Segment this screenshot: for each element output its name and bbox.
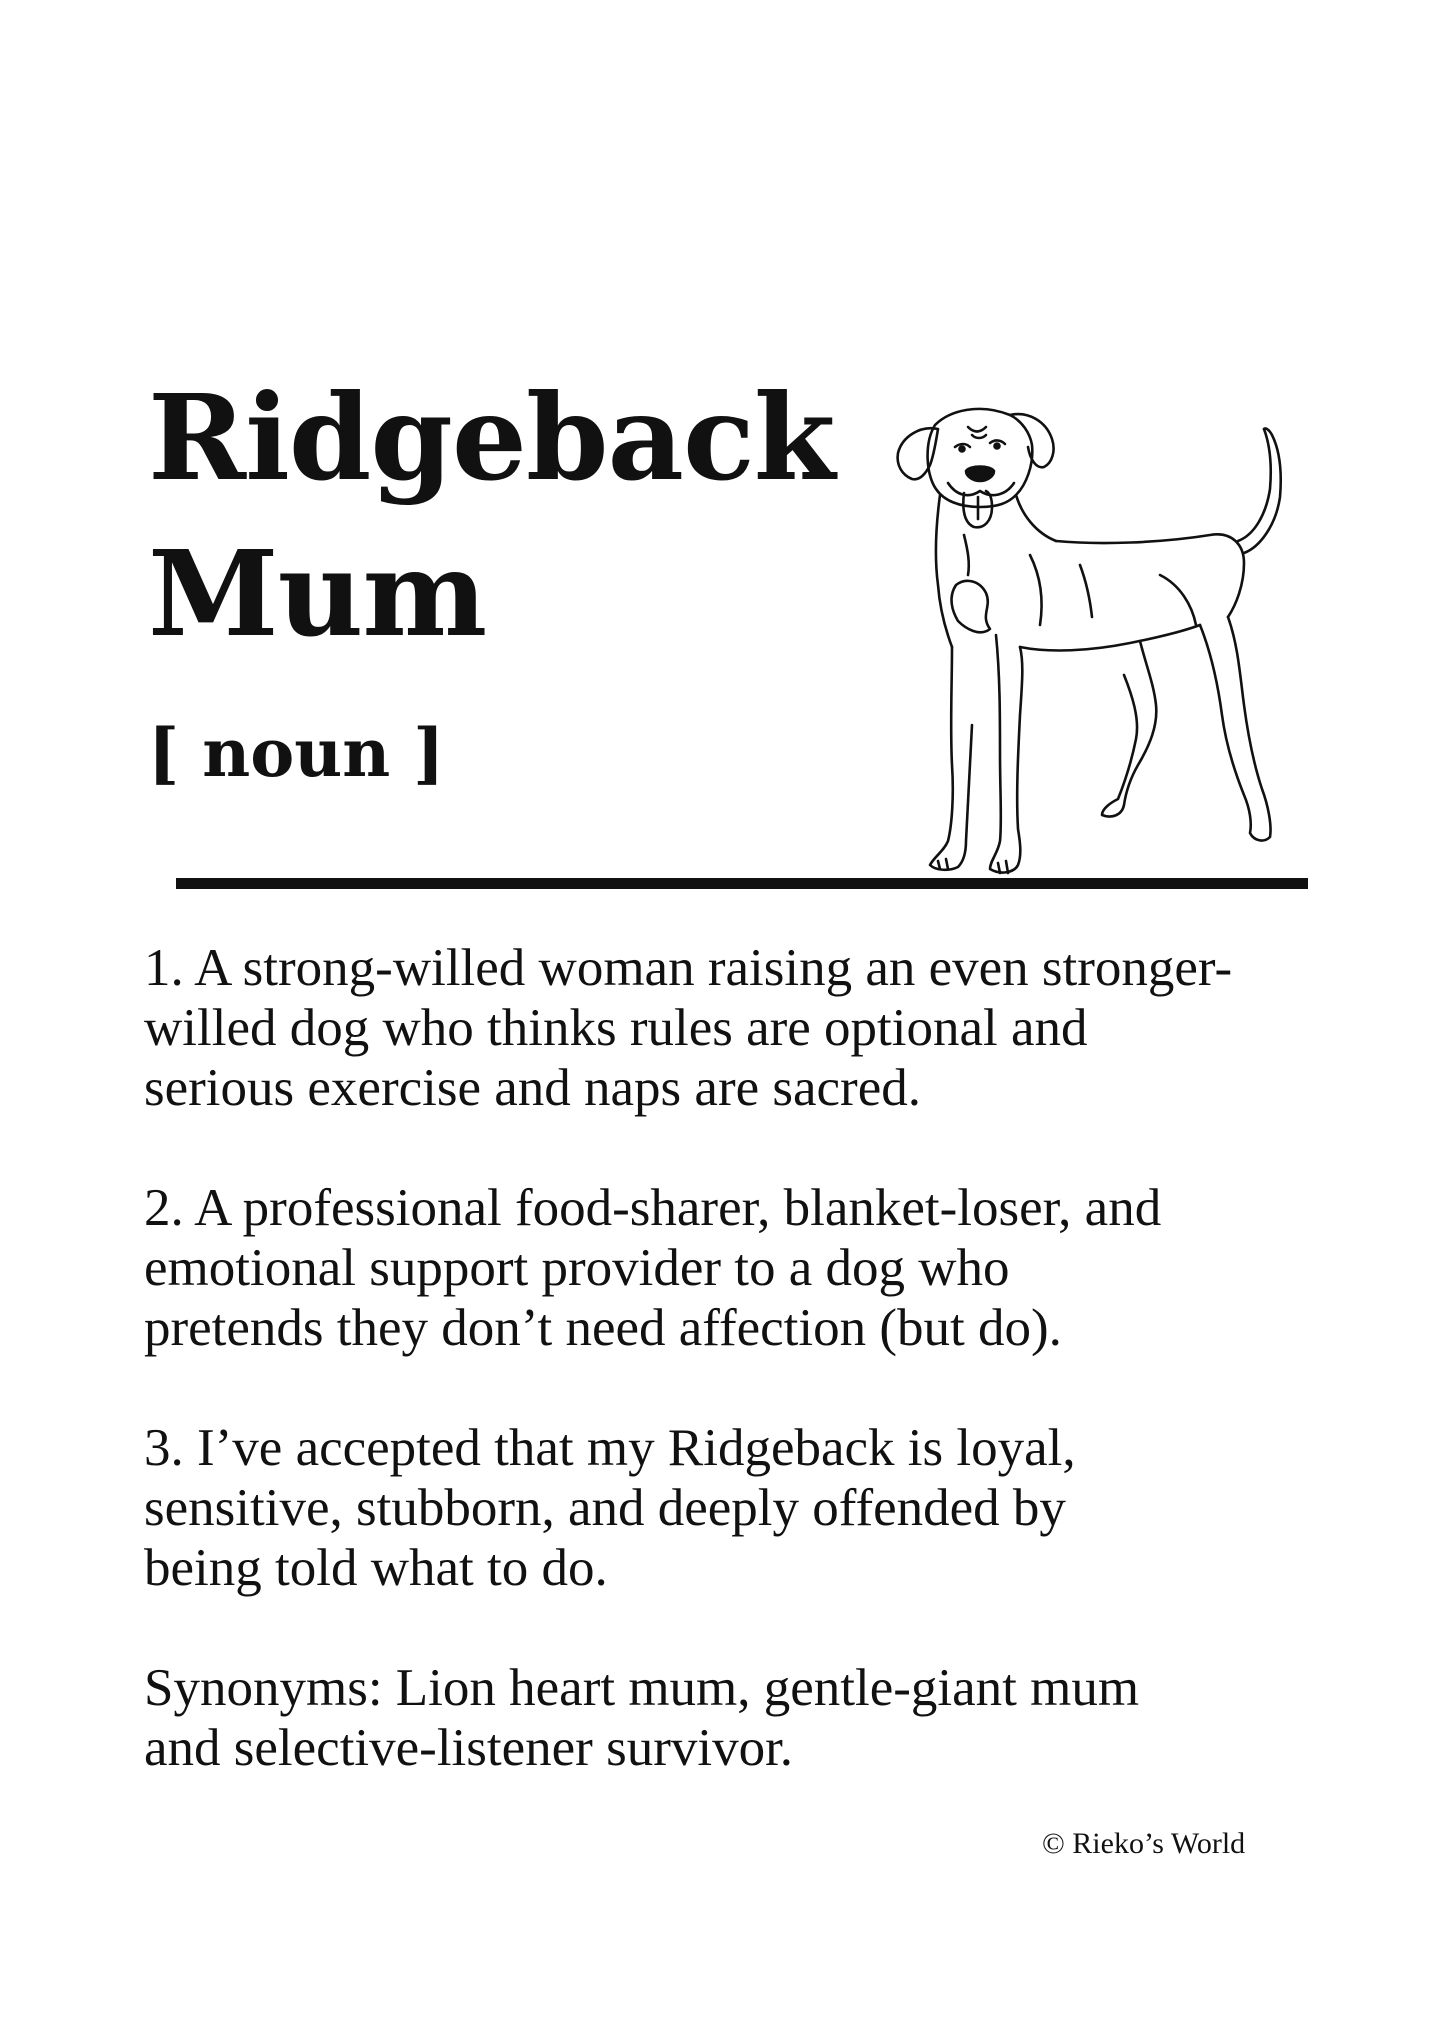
definition-line: pretends they don’t need affection (but do). [144,1299,1062,1357]
definition-line: 3. I’ve accepted that my Ridgeback is loyal, [144,1419,1076,1477]
title-line-1: Ridgeback [148,368,835,507]
definitions-list [144,938,1324,1838]
definition-line: being told what to do. [144,1539,608,1597]
divider-rule [176,878,1308,889]
definition-line: 1. A strong-willed woman raising an even stronger- [144,939,1233,997]
definition-line: serious exercise and naps are sacred. [144,1059,921,1117]
page-title [148,360,848,672]
synonyms-line: Synonyms: Lion heart mum, gentle-giant mum [144,1659,1140,1717]
definition-line: sensitive, stubborn, and deeply offended by [144,1479,1066,1537]
title-line-2: Mum [148,524,487,663]
definition-1 [144,938,1324,1118]
definition-2 [144,1178,1324,1358]
definition-line: 2. A professional food-sharer, blanket-loser, and [144,1179,1162,1237]
ridgeback-dog-icon [840,385,1290,885]
synonyms [144,1658,1324,1778]
synonyms-line: and selective-listener survivor. [144,1719,794,1777]
copyright-footer: © Rieko’s World [1042,1827,1246,1860]
definition-line: emotional support provider to a dog who [144,1239,1010,1297]
part-of-speech: [ noun ] [148,714,445,792]
definition-line: willed dog who thinks rules are optional and [144,999,1088,1057]
definition-3 [144,1418,1324,1598]
